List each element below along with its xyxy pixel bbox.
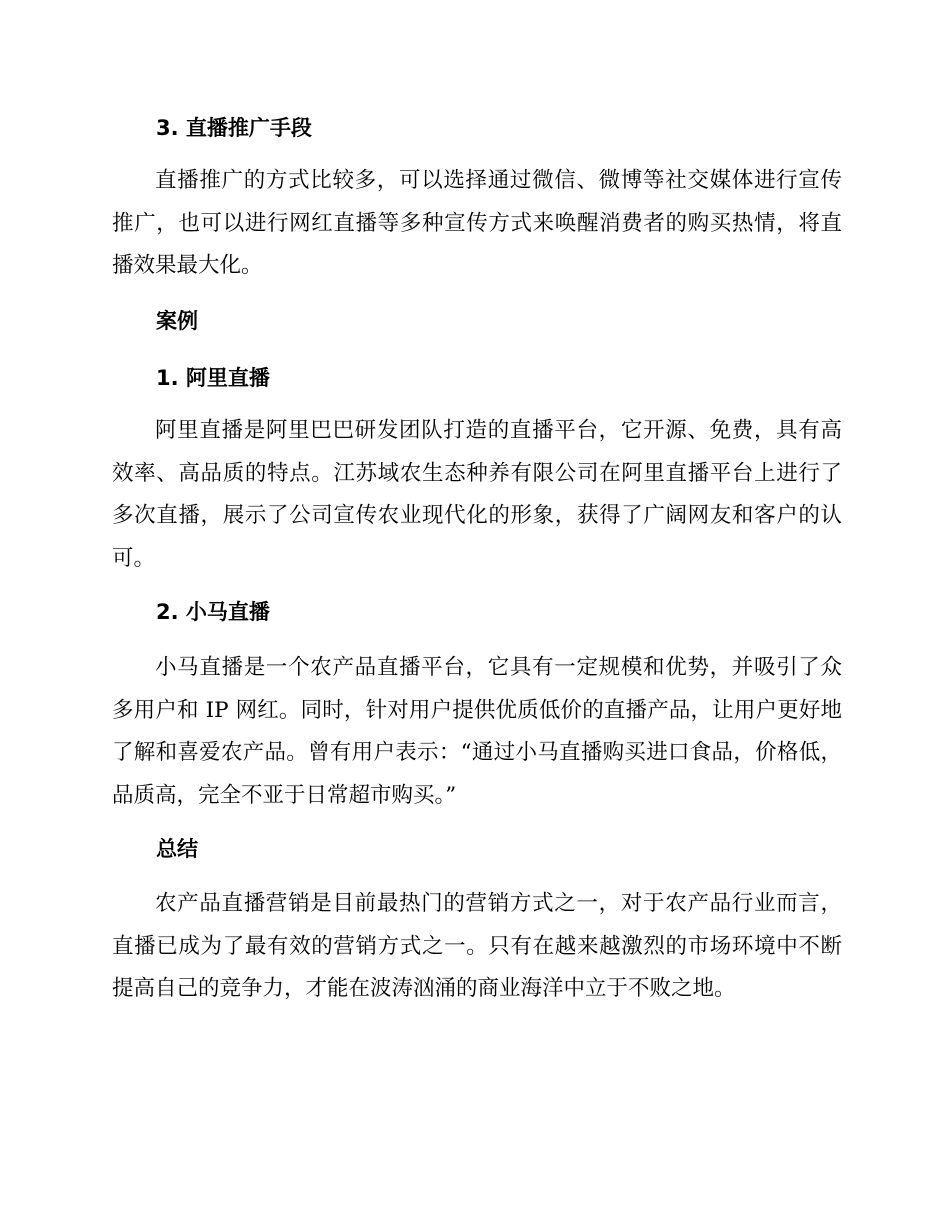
paragraph-xiaoma-live: 小马直播是一个农产品直播平台，它具有一定规模和优势，并吸引了众多用户和 IP 网红。同时，针对用户提供优质低价的直播产品，让用户更好地了解和喜爱农产品。曾有用户表示：“通过小马直播购买进口食品，价格低，品质高，完全不亚于日常超市购买。”	[112, 655, 842, 808]
paragraph-live-promotion: 直播推广的方式比较多，可以选择通过微信、微博等社交媒体进行宣传推广，也可以进行网红直播等多种宣传方式来唤醒消费者的购买热情，将直播效果最大化。	[112, 168, 842, 278]
paragraph-ali-live: 阿里直播是阿里巴巴研发团队打造的直播平台，它开源、免费，具有高效率、高品质的特点。江苏域农生态种养有限公司在阿里直播平台上进行了多次直播，展示了公司宣传农业现代化的形象，获得了广阔网友和客户的认可。	[112, 418, 842, 571]
paragraph-summary: 农产品直播营销是目前最热门的营销方式之一，对于农产品行业而言，直播已成为了最有效的营销方式之一。只有在越来越激烈的市场环境中不断提高自己的竞争力，才能在波涛汹涌的商业海洋中立于不败之地。	[112, 891, 842, 1001]
section-heading-live-promotion: 3. 直播推广手段	[156, 116, 312, 140]
section-heading-cases: 案例	[156, 309, 198, 333]
section-heading-xiaoma-live: 2. 小马直播	[156, 600, 270, 624]
section-heading-ali-live: 1. 阿里直播	[156, 366, 270, 390]
section-heading-summary: 总结	[156, 837, 198, 861]
